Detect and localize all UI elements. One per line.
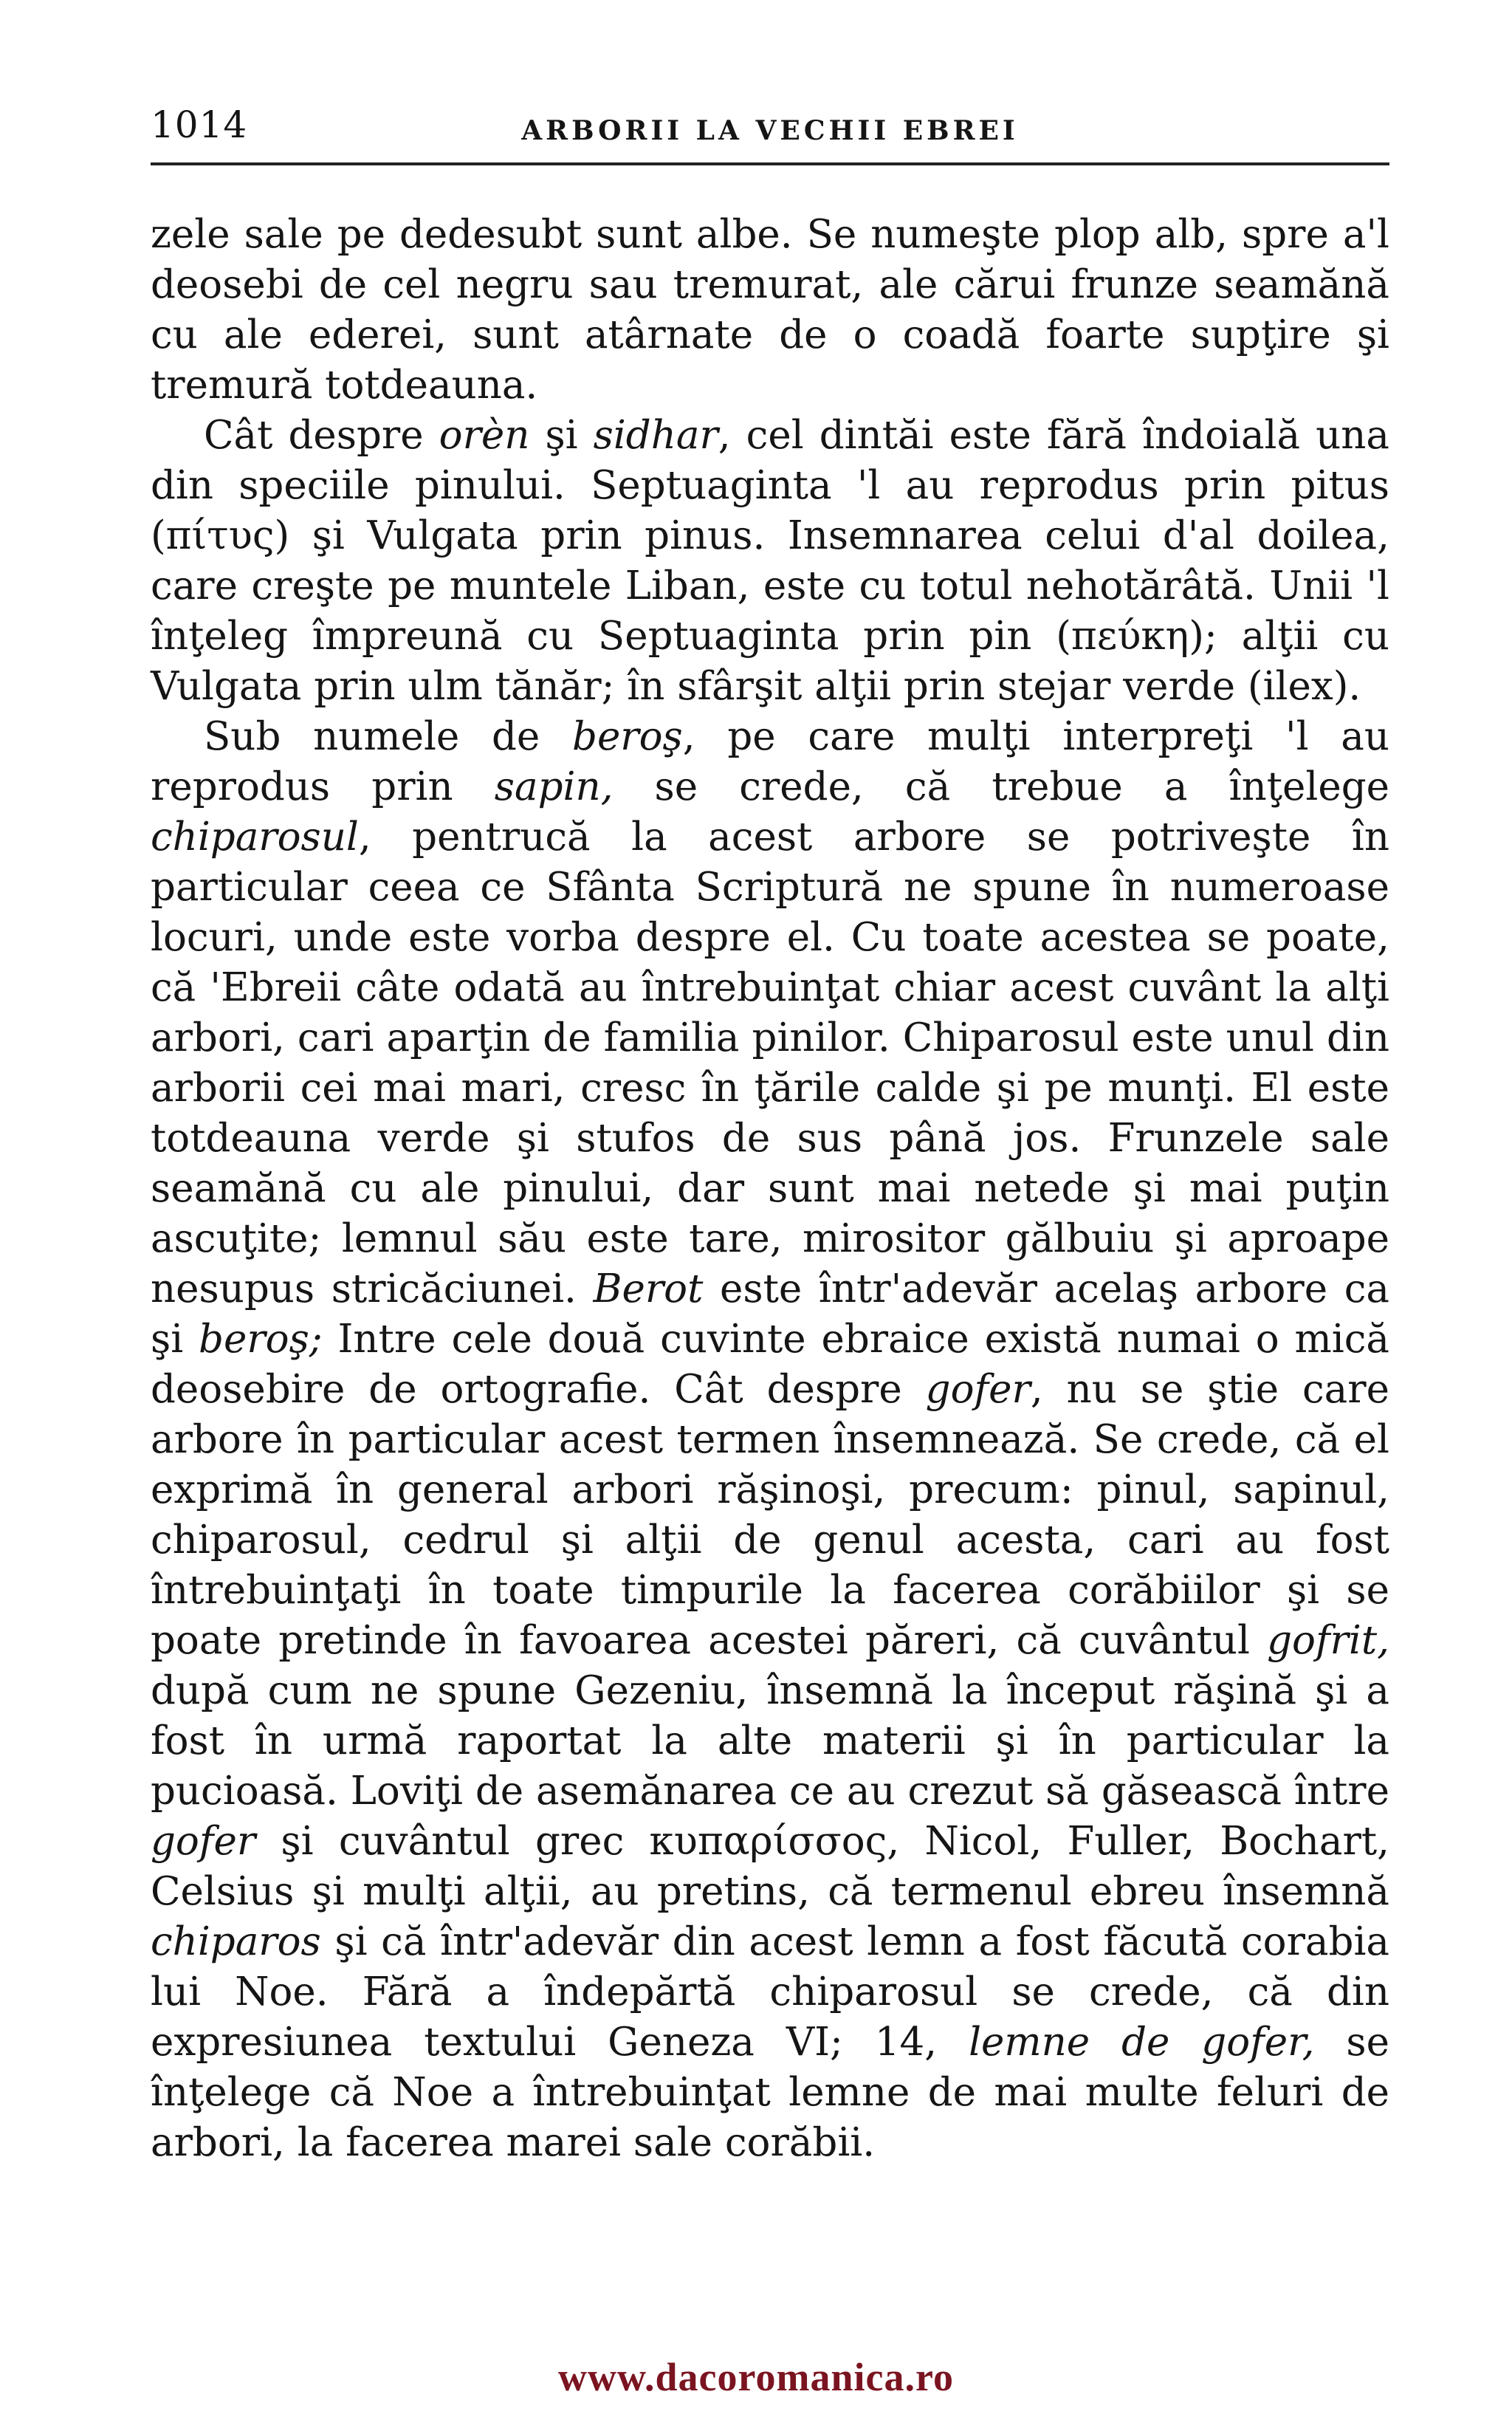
italic-term: beroş [572,714,683,759]
text-run: Intre cele două cuvinte ebraice există numai o mică deosebire de ortografie. Cât despre [151,1317,1389,1412]
italic-term: gofer [925,1367,1031,1412]
watermark: www.dacoromanica.ro [558,2355,954,2399]
italic-term: orèn [439,413,530,458]
text-run: după cum ne spune Gezeniu, însemnă la început răşină şi a fost în urmă raportat la alte materii şi în particular la pucioasă. Loviţi de asemănarea ce au crezut să găsească între [151,1668,1389,1814]
italic-term: sidhar [593,413,718,458]
text-run: Sub numele de [204,714,573,759]
text-run: , pe care mulţi interpreţi 'l au reprodus prin [151,714,1389,809]
italic-term: lemne de gofer, [969,2020,1315,2065]
paragraph [151,210,1389,411]
page-number: 1014 [151,103,248,146]
italic-term: Berot [593,1266,704,1311]
body-text [151,210,1389,2168]
running-title: ARBORII LA VECHII EBREI [521,115,1019,146]
text-run: , nu se ştie care arbore în particular acest termen însemnează. Se crede, că el exprimă în general arbori răşinoşi, precum: pinul, sapinul, chiparosul, cedrul şi alţii de genul acesta, cari au fost întrebuinţaţi în toate timpurile la facerea corăbiilor şi se poate pretinde în favoarea acestei păreri, că cuvântul [151,1367,1389,1663]
text-run: se înţelege că Noe a întrebuinţat lemne de mai multe feluri de arbori, la facerea marei sale corăbii. [151,2020,1389,2165]
italic-term: gofrit, [1267,1618,1389,1663]
paragraph [151,712,1389,2168]
text-run: şi [529,413,594,458]
text-run: se crede, că trebue a înţelege [613,764,1389,809]
text-run: zele sale pe dedesubt sunt albe. Se numeşte plop alb, spre a'l deosebi de cel negru sau tremurat, ale cărui frunze seamănă cu ale ederei, sunt atârnate de o coadă foarte supţire şi tremură totdeauna. [151,212,1389,408]
italic-term: sapin, [494,764,614,809]
text-run: este într'adevăr acelaş arbore ca şi [151,1266,1390,1362]
italic-term: chiparosul [151,815,359,860]
text-run: , cel dintăi este fără îndoială una din speciile pinului. Septuaginta 'l au reprodus prin pitus (πίτυς) şi Vulgata prin pinus. Insemnarea celui d'al doilea, care creşte pe muntele Liban, este cu totul nehotărâtă. Unii 'l înţeleg împreună cu Septuaginta prin pin (πεύκη); alţii cu Vulgata prin ulm tănăr; în sfârşit alţii prin stejar verde (ilex). [151,413,1389,709]
text-run: Cât despre [204,413,439,458]
text-run: şi cuvântul grec κυπαρίσσος, Nicol, Fuller, Bochart, Celsius şi mulţi alţii, au pretins, că termenul ebreu însemnă [151,1819,1389,1914]
italic-term: beroş; [199,1317,323,1362]
book-page [151,103,1389,2168]
italic-term: gofer [151,1819,256,1864]
text-run: şi că într'adevăr din acest lemn a fost făcută corabia lui Noe. Fără a îndepărtă chiparosul se crede, că din expresiunea textului Geneza VI; 14, [151,1919,1389,2065]
italic-term: chiparos [151,1919,321,1964]
text-run: , pentrucă la acest arbore se potriveşte în particular ceea ce Sfânta Scriptură ne spune în numeroase locuri, unde este vorba despre el. Cu toate acestea se poate, că 'Ebreii câte odată au întrebuinţat chiar acest cuvânt la alţi arbori, cari aparţin de familia pinilor. Chiparosul este unul din arborii cei mai mari, cresc în ţările calde şi pe munţi. El este totdeauna verde şi stufos de sus până jos. Frunzele sale seamănă cu ale pinului, dar sunt mai netede şi mai puţin ascuţite; lemnul său este tare, mirositor gălbuiu şi aproape nesupus stricăciunei. [151,815,1389,1311]
paragraph [151,411,1389,712]
page-header [151,103,1389,165]
